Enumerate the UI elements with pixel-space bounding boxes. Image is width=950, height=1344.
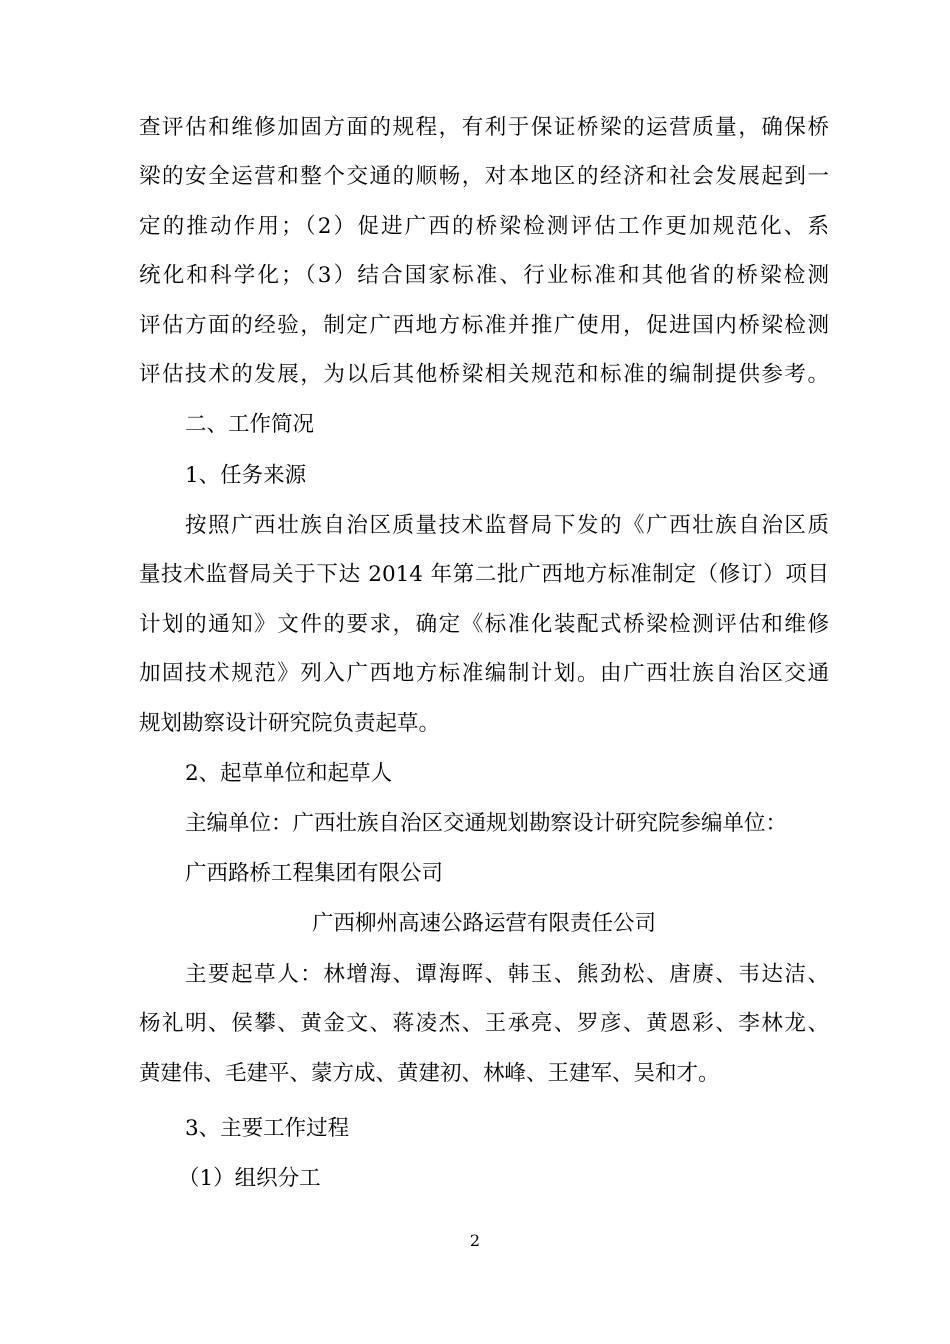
paragraph-line: 主要起草人：林增海、谭海晖、韩玉、熊劲松、唐赓、韦达洁、 (185, 962, 829, 987)
paragraph-line: 主编单位：广西壮族自治区交通规划勘察设计研究院参编单位： (185, 811, 788, 836)
paragraph-line: 统化和科学化；（3）结合国家标准、行业标准和其他省的桥梁检测 (139, 263, 829, 288)
paragraph-line: 杨礼明、侯攀、黄金文、蒋凌杰、王承亮、罗彦、黄恩彩、李林龙、 (139, 1011, 829, 1036)
paragraph-line: 广西路桥工程集团有限公司 (185, 861, 444, 886)
paragraph-line: 梁的安全运营和整个交通的顺畅，对本地区的经济和社会发展起到一 (139, 164, 829, 189)
paragraph-line: 量技术监督局关于下达 2014 年第二批广西地方标准制定（修订）项目 (139, 562, 829, 587)
paragraph-line: 评估技术的发展，为以后其他桥梁相关规范和标准的编制提供参考。 (139, 362, 829, 387)
paragraph-line: 规划勘察设计研究院负责起草。 (139, 711, 441, 736)
subsection-heading: （1）组织分工 (178, 1166, 321, 1191)
paragraph-line: 计划的通知》文件的要求，确定《标准化装配式桥梁检测评估和维修 (139, 612, 829, 637)
paragraph-line: 评估方面的经验，制定广西地方标准并推广使用，促进国内桥梁检测 (139, 313, 829, 338)
paragraph-line: 查评估和维修加固方面的规程，有利于保证桥梁的运营质量，确保桥 (139, 115, 829, 140)
paragraph-line: 加固技术规范》列入广西地方标准编制计划。由广西壮族自治区交通 (139, 661, 829, 686)
section-heading: 二、工作简况 (185, 412, 315, 437)
page-number: 2 (469, 1231, 481, 1250)
paragraph-line: 按照广西壮族自治区质量技术监督局下发的《广西壮族自治区质 (185, 513, 829, 538)
paragraph-line: 定的推动作用；（2）促进广西的桥梁检测评估工作更加规范化、系 (139, 214, 829, 239)
subsection-heading: 1、任务来源 (185, 463, 307, 488)
paragraph-line: 广西柳州高速公路运营有限责任公司 (311, 911, 656, 936)
subsection-heading: 2、起草单位和起草人 (185, 761, 393, 786)
paragraph-line: 黄建伟、毛建平、蒙方成、黄建初、林峰、王建军、吴和才。 (139, 1061, 720, 1086)
subsection-heading: 3、主要工作过程 (185, 1116, 350, 1141)
